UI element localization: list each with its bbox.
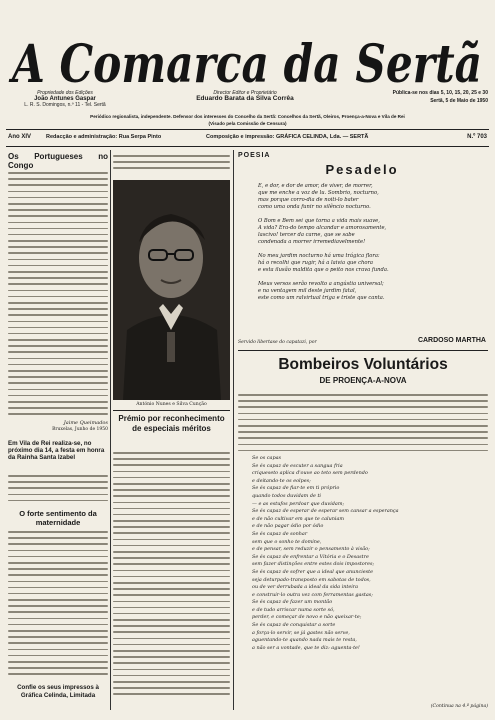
poem-line: que me enche a voz de lu. Sombrio, nocturno, bbox=[258, 190, 379, 196]
rule-under-caption bbox=[113, 410, 230, 411]
congo-author: Jaime Queimados bbox=[63, 420, 108, 426]
congo-body-continued bbox=[113, 155, 230, 174]
poem-line bbox=[258, 274, 486, 281]
portrait-illustration bbox=[113, 180, 230, 400]
poem-body bbox=[258, 183, 486, 302]
verse-line: sem que o sonho te domine, bbox=[252, 538, 322, 545]
poem-line: há o recolhi que rugir, há a laivia que chora bbox=[258, 260, 374, 266]
vila-de-rei-headline: Em Vila de Rei realiza-se, no próximo dia 14, a festa em honra da Rainha Santa Izabel bbox=[8, 440, 105, 462]
poem-line: lascivo! tercer da carne, que se sabe bbox=[258, 232, 355, 238]
verse-line: e deitando-te os eolpes; bbox=[252, 477, 311, 484]
poem-title: Pesadelo bbox=[325, 162, 399, 177]
verse-line: Se os capas bbox=[252, 455, 282, 461]
maternidade-body bbox=[8, 531, 108, 680]
verse-line: Se és capaz de enfrentar a Vitória e o Desastre bbox=[252, 553, 369, 560]
bombeiros-subheadline: DE PROENÇA-A-NOVA bbox=[319, 376, 407, 385]
photo-caption: António Nunes e Silva Cunção bbox=[136, 402, 207, 407]
poem-line: E, e dor, e dor de amor, de viver, de morrer, bbox=[258, 183, 373, 189]
bombeiros-headline: Bombeiros Voluntários bbox=[278, 356, 448, 373]
verse-line: Se és capaz de esperar de esperar sem cansar a esperança bbox=[252, 508, 399, 515]
owner-block bbox=[10, 90, 120, 108]
maternidade-headline: O forte sentimento da maternidade bbox=[19, 509, 97, 527]
verse-line: e de não pagar ódio por ódio bbox=[252, 523, 324, 530]
verse-line: e de pensar, sem reduzir o pensamento à visão; bbox=[252, 546, 370, 553]
verse-line: Se és capaz de conquistar a sorte bbox=[252, 622, 336, 629]
redaction-label: Redacção e administração: Rua Serpa Pinto bbox=[46, 134, 162, 140]
verse-line: — e as estufos perdoar que duvidam; bbox=[252, 500, 345, 507]
verse-line: criqueseto aplica d'ouve ao teto sem perdendo bbox=[252, 470, 368, 477]
column-divider-1 bbox=[110, 150, 111, 710]
verse-line: e de tudo arriscar numa sorte só, bbox=[252, 606, 335, 613]
year-label: Ano XIV bbox=[8, 134, 32, 140]
poetry-section-label: POESIA bbox=[238, 152, 271, 159]
poem-line: Meus versos serão revolto a angústia universal; bbox=[258, 281, 384, 287]
director-name: Eduardo Barata da Silva Corrêa bbox=[196, 95, 294, 102]
issue-frequency: Pública-se nos dias 5, 10, 15, 20, 25 e 30 bbox=[392, 90, 488, 96]
verse-line: Se és capaz de sonhar bbox=[252, 530, 308, 537]
info-strip bbox=[6, 130, 489, 146]
poem-line bbox=[258, 246, 486, 253]
poem-line: mas porque corro-dia de noiti-lo bater bbox=[258, 197, 359, 203]
composition-label: Composição e impressão: GRÁFICA CELINDA, Lda. — SERTÃ bbox=[206, 134, 369, 140]
poem-author: CARDOSO MARTHA bbox=[417, 337, 486, 344]
director-block bbox=[165, 90, 325, 102]
poem-line: O Bom e Bem sei que torna a vida mais suave, bbox=[258, 218, 380, 224]
owner-address: L. R. S. Domingos, n.º 11 - Tel. Sertã bbox=[24, 102, 106, 108]
congo-place: Bruxelas, Junho de 1950 bbox=[52, 427, 108, 432]
bombeiros-verse bbox=[252, 455, 488, 652]
owner-label: Propriedade dos Edições bbox=[37, 90, 93, 96]
verse-line: sem fazer distinções entre estes dois impostores; bbox=[252, 561, 375, 568]
poem-line: No meu jardim nocturno há uma trágica flora: bbox=[258, 253, 380, 259]
tagline-censorship: (Visado pela Comissão de Censura) bbox=[208, 121, 287, 126]
issue-block bbox=[330, 90, 488, 104]
verse-line: a não ser a vontade, que te diz: aguenta-te! bbox=[252, 644, 360, 651]
poem-line: condenada a morrer irremediavelmente! bbox=[258, 239, 366, 245]
poem-line: e esta ilusão maldita que o peito nos crava funda. bbox=[258, 267, 389, 273]
verse-line: Se és capaz de fazer um montão bbox=[252, 599, 333, 606]
poem-line: e na ventagem mil deste jardim fatal, bbox=[258, 288, 357, 294]
premio-body bbox=[113, 452, 230, 700]
congo-body bbox=[8, 172, 108, 420]
bombeiros-intro-body bbox=[238, 394, 488, 456]
column-divider-2 bbox=[233, 150, 234, 710]
poem-line: como uma onda funir no silêncio nocturno. bbox=[258, 204, 371, 210]
poem-note: Servido libertase do capatazi, por bbox=[238, 340, 317, 345]
confia-headline: Confie os seus impressos à Gráfica Celinda, Limitada bbox=[17, 684, 99, 699]
issue-date: Sertã, 5 de Maio de 1950 bbox=[430, 98, 488, 104]
verse-line: quando todos duvidam de ti bbox=[252, 492, 321, 499]
issue-number: N.º 703 bbox=[467, 134, 487, 140]
verse-line: aguentando-te quando nada mais te resta, bbox=[252, 637, 357, 644]
poem-line: este como um ralvirtual triga e triste que canta. bbox=[258, 295, 385, 301]
verse-line: Se és capaz de escuter a sangua fria bbox=[252, 462, 343, 469]
poem-line: A vida? Era-do tempo alcandar e amorosamente, bbox=[258, 225, 387, 231]
rule-bottom bbox=[6, 146, 489, 147]
premio-headline: Prémio por reconhecimento de especiais méritos bbox=[118, 414, 225, 433]
verse-line: a força-lo servir, se já gastes não serve, bbox=[252, 629, 350, 636]
masthead-info bbox=[0, 90, 495, 114]
tagline: Periódico regionalista, independente. Defensor dos interesses do Concelho da Sertã: Concelhos da Sertã, Oleiros, Proença-a-Nova e Vila de Rei bbox=[90, 114, 405, 119]
portrait-photo bbox=[113, 180, 230, 400]
congo-headline: Os Portugueses no Congo bbox=[8, 152, 108, 170]
verse-line: ou de ver derrubada a ideal da sida inteira bbox=[252, 584, 359, 591]
rule-under-poem bbox=[238, 350, 488, 351]
masthead-title: A Comarca da Sertã bbox=[7, 34, 482, 95]
verse-line: e construir-lo outra vez com ferramentas gastas; bbox=[252, 591, 373, 598]
verse-line: Se és capaz de fiar-te em ti próprio bbox=[252, 485, 340, 492]
verse-line: perder, e começar de novo e não queixar-te; bbox=[252, 614, 362, 621]
poem-line bbox=[258, 211, 486, 218]
director-label: Director Editor e Proprietário bbox=[213, 90, 277, 96]
vila-de-rei-body bbox=[8, 475, 108, 506]
verse-line: seja deturpado-transposto em sabotas de todos, bbox=[252, 576, 371, 583]
verse-line: e de não cultivar em que te caluniam bbox=[252, 515, 345, 522]
verse-line: Se és capaz de sofrer que a ideal que anuncieste bbox=[252, 568, 374, 575]
owner-name: João Antunes Gaspar bbox=[34, 96, 96, 102]
continued-note: (Continua na 4.ª página) bbox=[430, 704, 488, 709]
